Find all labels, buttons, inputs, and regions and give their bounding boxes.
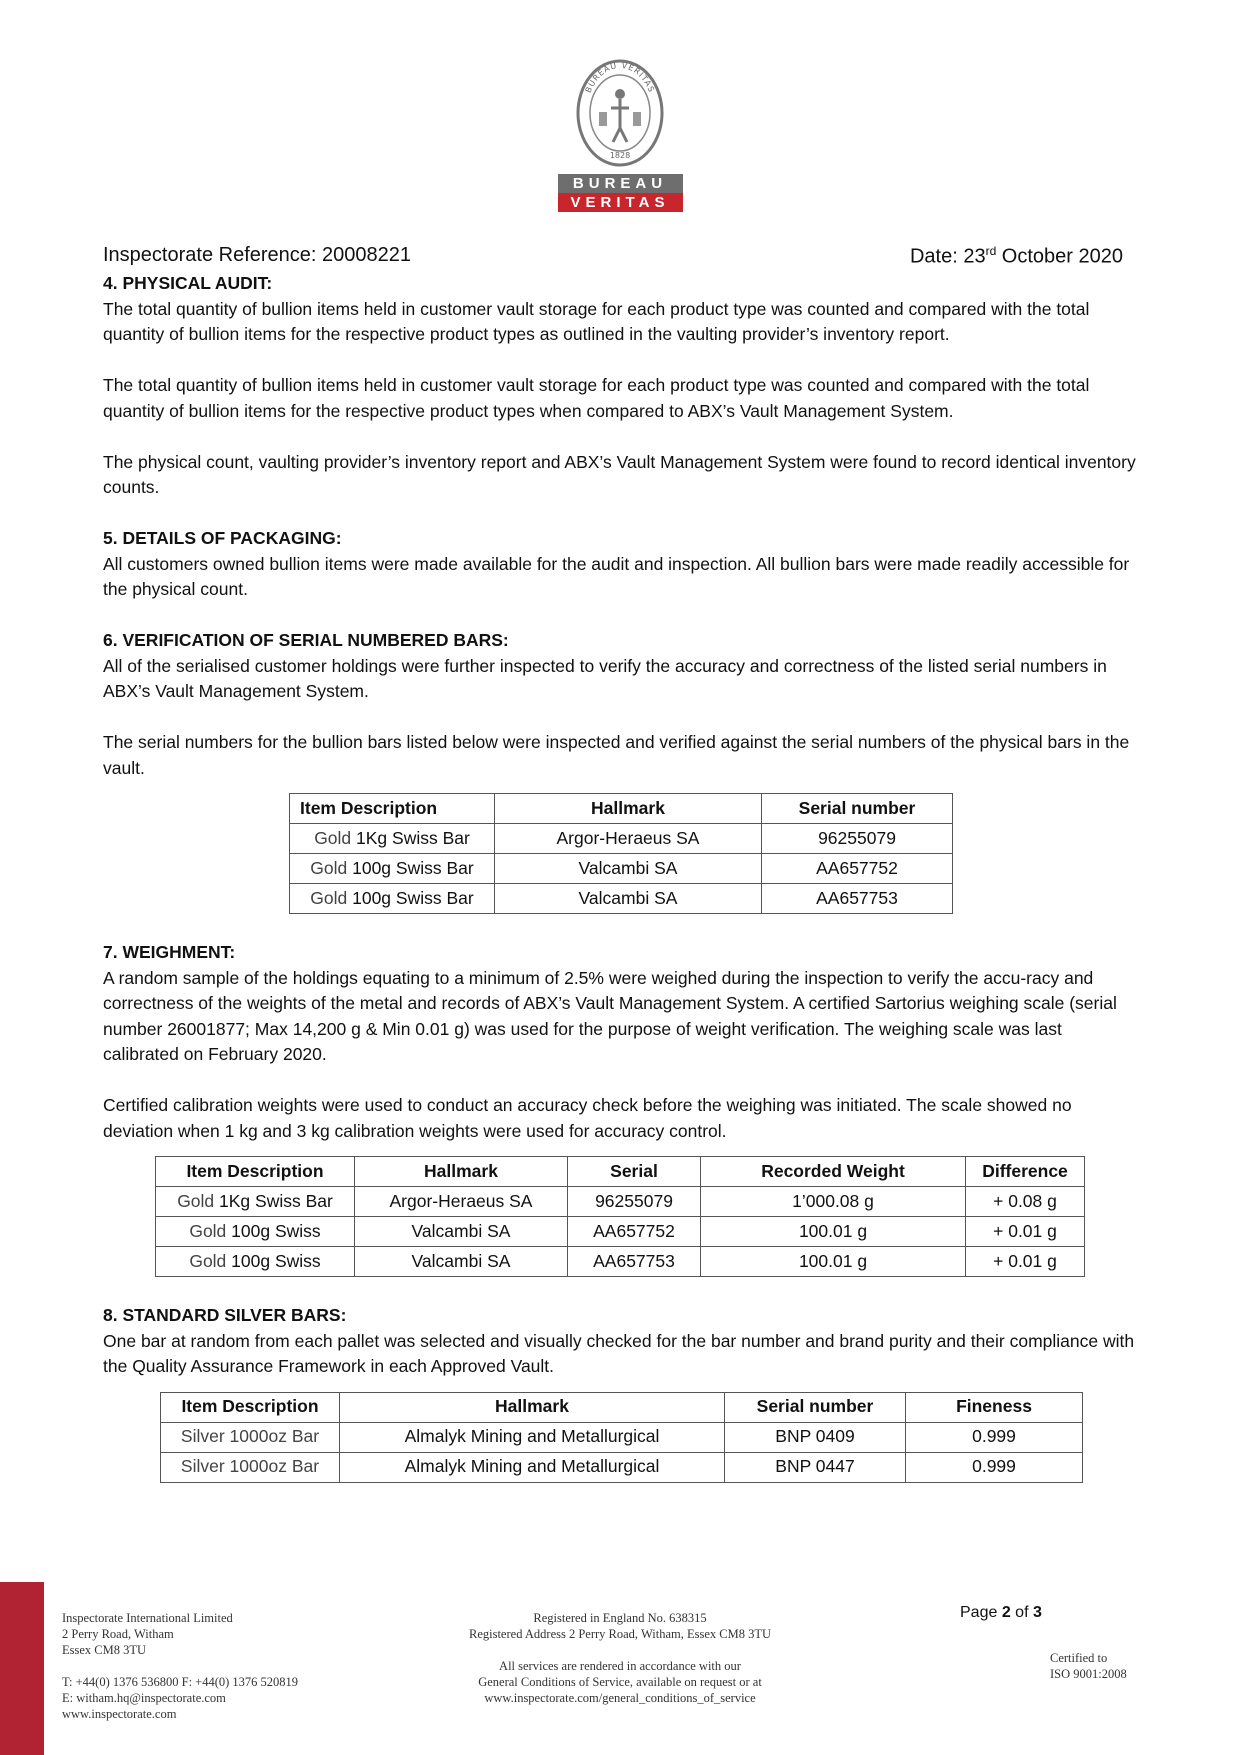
footer-services-line: General Conditions of Service, available on request or at — [478, 1675, 762, 1689]
table-row — [290, 824, 953, 854]
serial-cell: AA657753 — [568, 1247, 701, 1277]
table-header: Hallmark — [495, 794, 762, 824]
inspectorate-reference: Inspectorate Reference: 20008221 — [103, 244, 411, 266]
recorded-weight-cell: 100.01 g — [701, 1247, 966, 1277]
table-header: Item Description — [156, 1157, 355, 1187]
table-header: Serial number — [762, 794, 953, 824]
fineness-cell: 0.999 — [906, 1422, 1083, 1452]
footer-certified-line: Certified to — [1050, 1651, 1108, 1665]
section-8-paragraph-1: One bar at random from each pallet was selected and visually checked for the bar number and brand purity and their compliance with the Quality Assurance Framework in each Approved Vault. — [103, 1330, 1135, 1376]
serial-cell: BNP 0447 — [725, 1452, 906, 1482]
footer-company-line: 2 Perry Road, Witham — [62, 1627, 174, 1641]
section-8-heading: 8. STANDARD SILVER BARS: — [103, 1305, 347, 1325]
table-row — [156, 1247, 1085, 1277]
recorded-weight-cell: 100.01 g — [701, 1217, 966, 1247]
section-5-paragraph-1: All customers owned bullion items were made available for the audit and inspection. All bullion bars were made readily accessible for the physical count. — [103, 553, 1130, 599]
footer-phone-fax: T: +44(0) 1376 536800 F: +44(0) 1376 520819 — [62, 1675, 299, 1689]
table-header: Fineness — [906, 1392, 1083, 1422]
section-4-heading: 4. PHYSICAL AUDIT: — [103, 273, 273, 293]
section-4-paragraph-1: The total quantity of bullion items held in customer vault storage for each product type was counted and compared with the total quantity of bullion items for the respective product types as outlined in the vaulting provider’s inventory report. — [103, 298, 1090, 344]
item-description-cell: Gold 100g Swiss Bar — [290, 884, 495, 914]
footer-services-line: www.inspectorate.com/general_conditions_of_service — [484, 1691, 756, 1705]
serial-cell: AA657752 — [762, 854, 953, 884]
difference-cell: + 0.08 g — [966, 1187, 1085, 1217]
report-body — [103, 271, 1138, 1483]
serial-cell: AA657753 — [762, 884, 953, 914]
serial-verification-table — [289, 793, 953, 914]
hallmark-cell: Valcambi SA — [495, 854, 762, 884]
weighment-table — [155, 1156, 1085, 1277]
section-6-paragraph-1: All of the serialised customer holdings were further inspected to verify the accuracy and correctness of the listed serial numbers in ABX’s Vault Management System. — [103, 655, 1107, 701]
table-row — [290, 854, 953, 884]
hallmark-cell: Argor-Heraeus SA — [355, 1187, 568, 1217]
fineness-cell: 0.999 — [906, 1452, 1083, 1482]
footer-email: E: witham.hq@inspectorate.com — [62, 1691, 226, 1705]
item-description-cell: Gold 100g Swiss — [156, 1247, 355, 1277]
table-header: Hallmark — [355, 1157, 568, 1187]
bureau-veritas-seal-icon — [575, 58, 665, 168]
footer-registration-line: Registered Address 2 Perry Road, Witham, Essex CM8 3TU — [468, 1627, 771, 1641]
report-date — [910, 244, 1123, 269]
footer-certification — [1050, 1650, 1127, 1682]
svg-text:BUREAU VERITAS: BUREAU VERITAS — [583, 60, 657, 95]
section-6-heading: 6. VERIFICATION OF SERIAL NUMBERED BARS: — [103, 630, 509, 650]
table-row — [156, 1217, 1085, 1247]
footer-accent-bar — [0, 1582, 44, 1755]
date-prefix: Date: 23 — [909, 245, 986, 268]
table-header: Difference — [966, 1157, 1085, 1187]
logo-word-bureau: BUREAU — [558, 174, 683, 193]
hallmark-cell: Valcambi SA — [355, 1217, 568, 1247]
table-header: Recorded Weight — [701, 1157, 966, 1187]
table-row — [290, 884, 953, 914]
logo-word-veritas: VERITAS — [558, 193, 683, 212]
item-description-cell: Gold 100g Swiss — [156, 1217, 355, 1247]
date-suffix: October 2020 — [996, 245, 1123, 268]
footer-company-line: Inspectorate International Limited — [62, 1611, 233, 1625]
footer-services-line: All services are rendered in accordance with our — [499, 1659, 741, 1673]
serial-cell: 96255079 — [762, 824, 953, 854]
item-description-cell: Silver 1000oz Bar — [161, 1452, 340, 1482]
section-4-paragraph-2: The total quantity of bullion items held in customer vault storage for each product type was counted and compared with the total quantity of bullion items for the respective product types when compared to ABX’s Vault Management System. — [103, 375, 1090, 421]
footer-company-block — [62, 1610, 298, 1722]
item-description-cell: Gold 100g Swiss Bar — [290, 854, 495, 884]
page-number: Page 2 of 3 — [960, 1604, 1042, 1621]
table-row — [161, 1452, 1083, 1482]
table-header: Item Description — [161, 1392, 340, 1422]
footer-registration-block — [430, 1610, 810, 1706]
table-header: Serial — [568, 1157, 701, 1187]
hallmark-cell: Argor-Heraeus SA — [495, 824, 762, 854]
section-5-heading: 5. DETAILS OF PACKAGING: — [103, 528, 342, 548]
serial-cell: AA657752 — [568, 1217, 701, 1247]
section-7-paragraph-2: Certified calibration weights were used to conduct an accuracy check before the weighing was initiated. The scale showed no deviation when 1 kg and 3 kg calibration weights were used for accuracy control. — [103, 1095, 1072, 1141]
item-description-cell: Gold 1Kg Swiss Bar — [290, 824, 495, 854]
hallmark-cell: Valcambi SA — [355, 1247, 568, 1277]
date-superscript: rd — [985, 244, 997, 258]
table-header: Hallmark — [340, 1392, 725, 1422]
bureau-veritas-logo — [555, 58, 685, 212]
difference-cell: + 0.01 g — [966, 1247, 1085, 1277]
section-6-paragraph-2: The serial numbers for the bullion bars listed below were inspected and verified against the serial numbers of the physical bars in the vault. — [103, 732, 1130, 778]
svg-text:1828: 1828 — [609, 151, 631, 160]
footer-registration-line: Registered in England No. 638315 — [533, 1611, 707, 1625]
hallmark-cell: Valcambi SA — [495, 884, 762, 914]
section-7-paragraph-1: A random sample of the holdings equating to a minimum of 2.5% were weighed during the inspection to verify the accu-racy and correctness of the weights of the metal and records of ABX’s Vault Management System. A certified Sartorius weighing scale (serial number 26001877; Max 14,200 g & Min 0.01 g) was used for the purpose of weight verification. The weighing scale was last calibrated on February 2020. — [103, 967, 1117, 1064]
footer-website: www.inspectorate.com — [62, 1707, 177, 1721]
hallmark-cell: Almalyk Mining and Metallurgical — [340, 1452, 725, 1482]
silver-bars-table — [160, 1392, 1083, 1483]
table-header: Serial number — [725, 1392, 906, 1422]
footer-certified-line: ISO 9001:2008 — [1050, 1667, 1127, 1681]
recorded-weight-cell: 1’000.08 g — [701, 1187, 966, 1217]
item-description-cell: Gold 1Kg Swiss Bar — [156, 1187, 355, 1217]
section-4-paragraph-3: The physical count, vaulting provider’s inventory report and ABX’s Vault Management System were found to record identical inventory counts. — [103, 451, 1136, 497]
serial-cell: 96255079 — [568, 1187, 701, 1217]
footer-company-line: Essex CM8 3TU — [62, 1643, 147, 1657]
table-row — [156, 1187, 1085, 1217]
difference-cell: + 0.01 g — [966, 1217, 1085, 1247]
table-row — [161, 1422, 1083, 1452]
hallmark-cell: Almalyk Mining and Metallurgical — [340, 1422, 725, 1452]
section-7-heading: 7. WEIGHMENT: — [103, 942, 236, 962]
item-description-cell: Silver 1000oz Bar — [161, 1422, 340, 1452]
serial-cell: BNP 0409 — [725, 1422, 906, 1452]
table-header: Item Description — [290, 794, 495, 824]
